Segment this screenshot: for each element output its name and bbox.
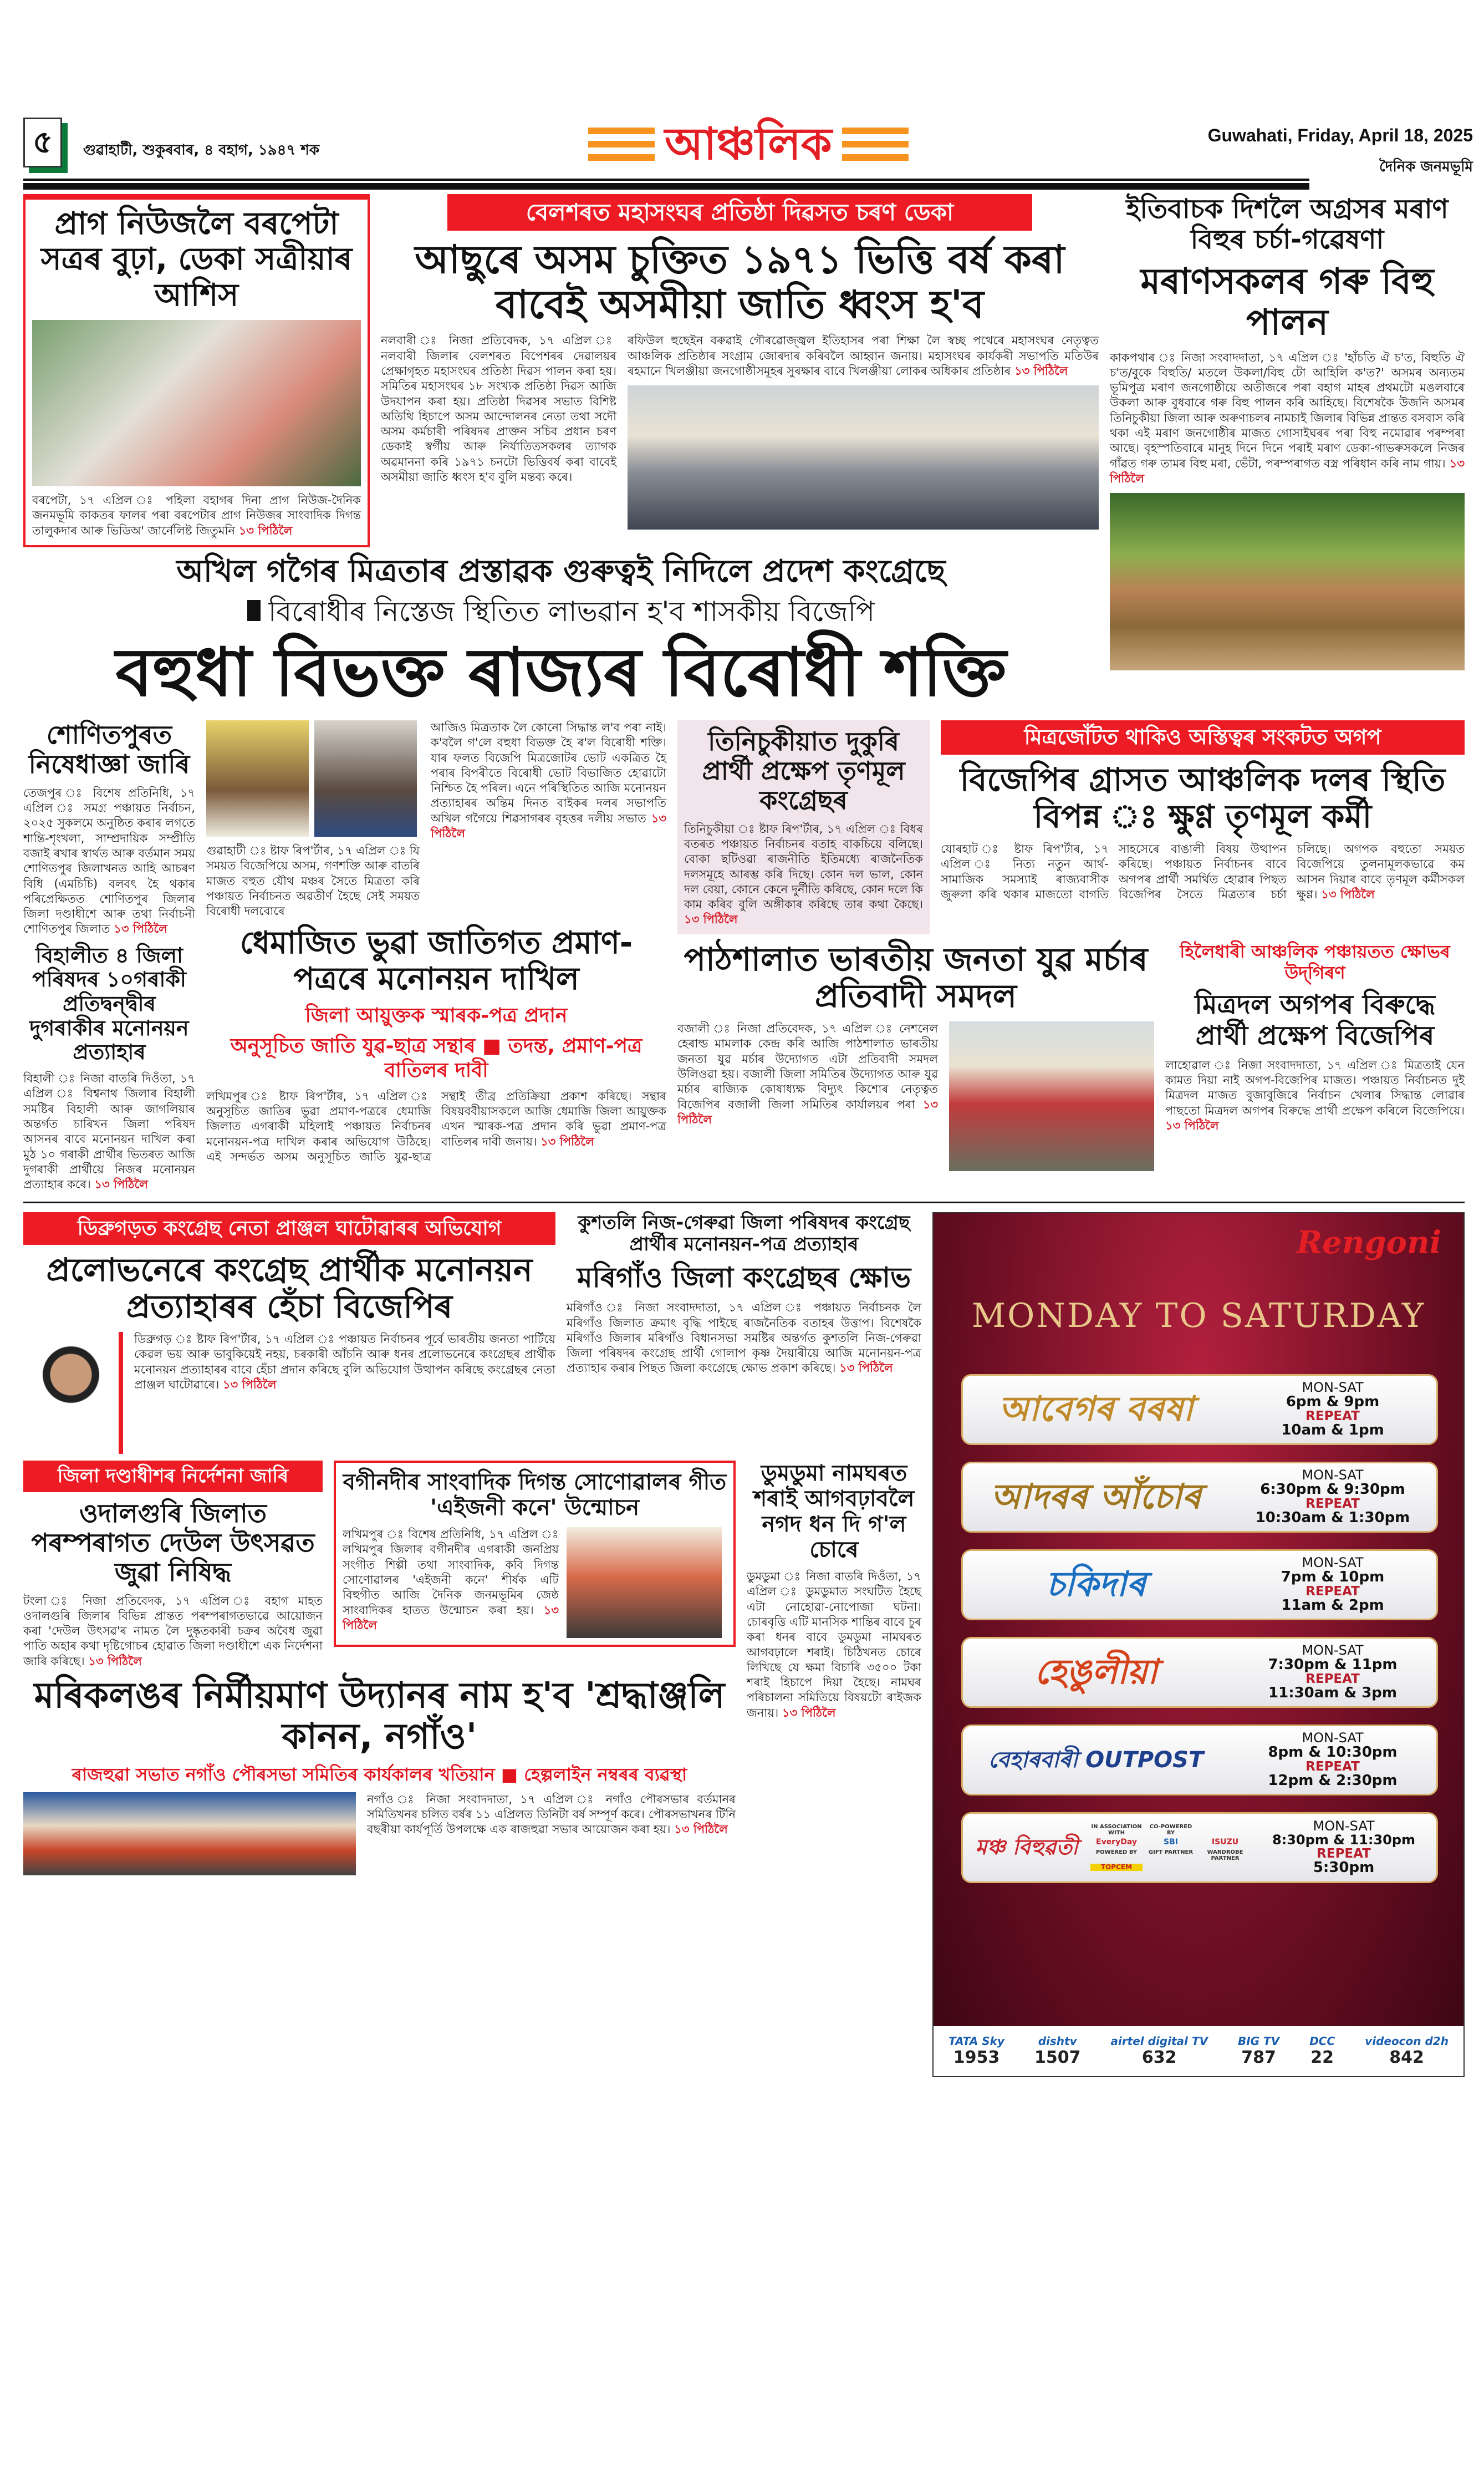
show-row — [961, 1549, 1438, 1620]
headline-udalguri: ওদালগুৰি জিলাত পৰম্পৰাগত দেউল উৎসৱত জুৱা নিষিদ্ধ — [31, 1498, 315, 1587]
dth-brand: airtel digital TV — [1110, 2034, 1208, 2048]
body-morigaon: মৰিগাঁও ঃ নিজা সংবাদদাতা, ১৭ এপ্ৰিল ঃ পঞ্চায়ত নিৰ্বাচনক লৈ মৰিগাঁও জিলাত ক্ৰমাৎ বৃদ্ধি পাইছে ৰাজনৈতিক বতাহৰ উত্তাপ। বিশেষকৈ মৰিগাঁও জিলাৰ মৰিগাঁও বিধানসভা সমষ্টিৰ অন্তৰ্গত কুশতলি নিজ-গেৰুৱা জিলা পৰিষদৰ কংগ্ৰেছ প্ৰাৰ্থী গোলাপ কৃষ্ণ দৈয়াৰীয়ে আজি মনোনয়ন-পত্ৰ প্ৰত্যাহাৰ কৰাৰ পিছত জিলা কংগ্ৰেছে ক্ষোভ প্ৰকাশ কৰিছে। ১৩ পিঠিলৈ — [567, 1301, 921, 1375]
show-days: MON-SAT — [1302, 1642, 1364, 1658]
show-days: MON-SAT — [1313, 1818, 1375, 1834]
show-time: 6pm & 9pm — [1286, 1393, 1380, 1410]
powered-label: POWERED BY — [1095, 1849, 1138, 1855]
story-morigaon — [567, 1212, 921, 1376]
story-boginadi — [334, 1461, 736, 1647]
show-row — [961, 1374, 1438, 1445]
repeat-label: REPEAT — [1305, 1497, 1360, 1512]
story-prag-news — [23, 194, 370, 547]
masthead-logo: আঞ্চলিক — [665, 118, 832, 170]
banner-udalguri: জিলা দণ্ডাধীশৰ নিৰ্দেশনা জাৰি — [23, 1461, 323, 1492]
repeat-time: 5:30pm — [1313, 1859, 1375, 1876]
body-assam-accord-1: নলবাৰী ঃ নিজা প্ৰতিবেদক, ১৭ এপ্ৰিল ঃ নলবাৰী জিলাৰ বেলশৰত বিপেশৰৰ দেৱালয়ৰ প্ৰেক্ষাগৃহত মহাসংঘৰ প্ৰতিষ্ঠা দিৱস পালন কৰা হয়। সমিতিৰ মহাসংঘৰ ১৮ সংখ্যক প্ৰতিষ্ঠা দিৱস আজি উদযাপন কৰা হয়। প্ৰতিষ্ঠা দিৱসৰ সভাত বিশিষ্ট অতিথি হিচাপে অসম আন্দোলনৰ নেতা তথা সদৌ অসম কৰ্মচাৰী পৰিষদৰ প্ৰাক্তন সচিব প্ৰধান চৰণ ডেকাই স্বৰ্গীয় আৰু নিৰ্যাতিতসকলৰ ত্যাগক অৱমাননা কৰি ১৯৭১ চনটো ভিত্তিবৰ্ষ কৰা বাবেই অসমীয়া জাতি ধ্বংস হ'ব বুলি মন্তব্য কৰে। — [381, 334, 616, 484]
show-row — [961, 1637, 1438, 1708]
dth-channel: 1507 — [1034, 2048, 1081, 2068]
show-days: MON-SAT — [1302, 1730, 1364, 1746]
date-english: Guwahati, Friday, April 18, 2025 — [1207, 125, 1473, 145]
headline: বিহালীত ৪ জিলা পৰিষদৰ ১০গৰাকী প্ৰতিদ্বন্দ্বীৰ দুগৰাকীৰ মনোনয়ন প্ৰত্যাহাৰ — [29, 943, 189, 1065]
dth-provider — [1309, 2034, 1335, 2067]
headline: তিনিচুকীয়াত দুকুৰি প্ৰাৰ্থী প্ৰক্ষেপ তৃণমূল কংগ্ৰেছৰ — [702, 726, 905, 815]
photo-bjym-rally — [949, 1021, 1154, 1171]
show-title: আবেগৰ বৰষা — [998, 1388, 1194, 1430]
headline: শোণিতপুৰত নিষেধাজ্ঞা জাৰি — [28, 719, 190, 779]
body: বৰপেটা, ১৭ এপ্ৰিল ঃ পহিলা বহাগৰ দিনা প্ৰাগ নিউজ-দৈনিক জনমভূমি কাকতৰ ফালৰ পৰা বৰপেটাৰ প্ৰাগ নিউজৰ সাংবাদিক দিগন্ত তালুকদাৰ আৰু ভিডিঅ' জাৰ্নেলিষ্ট জিতুমনি ১৩ পিঠিলৈ — [32, 494, 361, 537]
headline: মিত্ৰদল অগপৰ বিৰুদ্ধে প্ৰাৰ্থী প্ৰক্ষেপ বিজেপিৰ — [1195, 989, 1435, 1051]
dth-brand: videocon d2h — [1365, 2034, 1449, 2048]
repeat-time: 10am & 1pm — [1281, 1422, 1384, 1439]
show-title: বেহাৰবাৰী OUTPOST — [988, 1747, 1204, 1773]
everyday-logo: EveryDay — [1096, 1838, 1137, 1847]
headline-pathshala: পাঠশালাত ভাৰতীয় জনতা যুৱ মৰ্চাৰ প্ৰতিবাদী সমদল — [684, 940, 1148, 1015]
page-number: ৫ — [23, 118, 62, 167]
continued-label: ১৩ পিঠিলৈ — [1014, 364, 1068, 378]
date-assamese: গুৱাহাটী, শুকুৰবাৰ, ৪ বহাগ, ১৯৪৭ শক — [83, 142, 320, 159]
photo-satra-blessing — [32, 320, 361, 486]
banner-belshar: বেলশৰত মহাসংঘৰ প্ৰতিষ্ঠা দিৱসত চৰণ ডেকা — [447, 194, 1032, 231]
body-assam-accord-2: ৰফিউল হুছেইন বৰুৱাই গৌৰৱোজ্জ্বল ইতিহাসৰ পৰা শিক্ষা লৈ স্বচ্ছ পথেৰে মহাসংঘৰ নেতৃত্বত আঞ্চলিক প্ৰতিষ্ঠাৰ সংগ্ৰাম জোৰদাৰ কৰিবলৈ আহ্বান জনায়। মহাসংঘৰ কাৰ্যকৰী সভাপতি মতিউৰ ৰহমানে খিলঞ্জীয়া জনগোষ্ঠীসমূহৰ সুৰক্ষাৰ বাবে খিলঞ্জীয়া লোকৰ অধিকাৰ প্ৰতিষ্ঠাৰ ১৩ পিঠিলৈ — [628, 334, 1099, 378]
banner-agp: মিত্ৰজোঁটত থাকিও অস্তিত্বৰ সংকটত অগপ — [941, 720, 1465, 755]
gift-label: GIFT PARTNER — [1148, 1849, 1194, 1855]
dth-channel: 1953 — [953, 2048, 1000, 2068]
show-days: MON-SAT — [1302, 1554, 1364, 1570]
body: লাহোৱাল ঃ নিজা সংবাদদাতা, ১৭ এপ্ৰিল ঃ মিত্ৰতাই যেন কামত দিয়া নাই অগপ-বিজেপিৰ মাজত। পঞ্চায়ত নিৰ্বাচনত দুই মিত্ৰদল মাজত বুজাবুজিৰে নিৰ্বাচন খেলাৰ সিদ্ধান্ত লোৱাৰ পাছতো মিত্ৰদল অগপৰ বিৰুদ্ধে প্ৰাৰ্থী প্ৰক্ষেপ কৰিলে বিজেপিয়ে। ১৩ পিঠিলৈ — [1165, 1058, 1465, 1133]
repeat-time: 12pm & 2:30pm — [1268, 1772, 1398, 1789]
dth-provider — [948, 2034, 1004, 2067]
lead-subhead: বিৰোধীৰ নিস্তেজ স্থিতিত লাভৱান হ'ব শাসকীয় বিজেপি — [23, 596, 1099, 628]
photo-pranjal-ghatowar — [23, 1332, 123, 1454]
headline-dhemaji: ধেমাজিত ভুৱা জাতিগত প্ৰমাণ- পত্ৰৰে মনোনয়ন দাখিল — [239, 925, 633, 997]
headline-agp: বিজেপিৰ গ্ৰাসত আঞ্চলিক দলৰ স্থিতি বিপন্ন ঃ ক্ষুণ্ণ তৃণমূল কৰ্মী — [960, 760, 1446, 836]
show-time: 8:30pm & 11:30pm — [1272, 1832, 1416, 1848]
masthead — [565, 111, 931, 177]
dth-channel-bar — [934, 2026, 1463, 2076]
headline-morikolong: মৰিকলঙৰ নিৰ্মীয়মাণ উদ্যানৰ নাম হ'ব 'শ্ৰদ্ধাঞ্জলি কানন, নগাঁও' — [34, 1675, 725, 1757]
show-title: মঞ্চ বিহুৱতী — [975, 1834, 1078, 1859]
show-time: 7pm & 10pm — [1281, 1568, 1385, 1585]
paper-name: দৈনিক জনমভূমি — [1379, 159, 1473, 175]
headline-moran-bihu: ইতিবাচক দিশলৈ অগ্ৰসৰ মৰাণ বিহুৰ চৰ্চা-গৱেষণা — [1126, 194, 1449, 256]
wardrobe-label: WARDROBE PARTNER — [1207, 1849, 1243, 1861]
story-udalguri — [23, 1461, 323, 1669]
banner-dibrugarh: ডিব্ৰুগড়ত কংগ্ৰেছ নেতা প্ৰাঞ্জল ঘাটোৱাৰৰ অভিযোগ — [23, 1212, 555, 1245]
show-title: আদৰৰ আঁচোৰ — [991, 1476, 1201, 1517]
repeat-label: REPEAT — [1305, 1672, 1360, 1687]
photo-song-launch — [567, 1527, 722, 1638]
body-morikolong: নগাঁও ঃ নিজা সংবাদদাতা, ১৭ এপ্ৰিল ঃ নগাঁও পৌৰসভাৰ বৰ্তমানৰ সমিতিখনৰ চলিত বৰ্ষৰ ১১ এপ্ৰিলত তিনিটা বৰ্ষ সম্পূৰ্ণ কৰে। পৌৰসভাখনৰ টিনি বছৰীয়া কাৰ্যপূৰ্তি উপলক্ষে এক ৰাজহুৱা সভাৰ আয়োজন কৰা হয়। ১৩ পিঠিলৈ — [367, 1792, 736, 1837]
masthead-stripes-right — [842, 128, 909, 161]
story-tinsukia — [677, 720, 930, 934]
dth-channel: 22 — [1310, 2048, 1334, 2068]
subhead-morikolong: ৰাজহুৱা সভাত নগাঁও পৌৰসভা সমিতিৰ কাৰ্যকালৰ খতিয়ান ■ হেল্পলাইন নম্বৰৰ ব্যৱস্থা — [72, 1764, 687, 1786]
show-time: 8pm & 10:30pm — [1268, 1743, 1398, 1761]
photo-belshar-meeting — [628, 385, 1099, 530]
headline: ডুমডুমা নামঘৰত শৰাই আগবঢ়াবলৈ নগদ ধন দি গ'ল চোৰে — [753, 1461, 915, 1563]
headline-moran-cow-bihu: মৰাণসকলৰ গৰু বিহু পালন — [1140, 261, 1434, 343]
body: বিহালী ঃ নিজা বাতৰি দিওঁতা, ১৭ এপ্ৰিল ঃ বিশ্বনাথ জিলাৰ বিহালী সমষ্টিৰ বিহালী আৰু জাগলিয়াৰ অন্তৰ্গত চাৰিখন জিলা পৰিষদ আসনৰ বাবে মনোনয়ন দাখিল কৰা মুঠ ১০ গৰাকী প্ৰাৰ্থীৰ ভিতৰত আজি দুগৰাকী প্ৰাৰ্থীয়ে নিজৰ মনোনয়ন প্ৰত্যাহাৰ কৰে। ১৩ পিঠিলৈ — [23, 1072, 195, 1192]
rengoni-ad[interactable] — [932, 1212, 1465, 2077]
repeat-label: REPEAT — [1305, 1409, 1360, 1424]
dth-brand: TATA Sky — [948, 2034, 1004, 2048]
repeat-time: 11am & 2pm — [1281, 1597, 1384, 1614]
photo-leader-2 — [314, 720, 417, 837]
bullet-square — [247, 600, 261, 621]
story-bihali — [23, 944, 195, 1193]
show-time: 6:30pm & 9:30pm — [1260, 1481, 1405, 1498]
repeat-label: REPEAT — [1305, 1584, 1360, 1599]
section-bottom — [23, 1212, 1465, 2077]
show-row — [961, 1462, 1438, 1533]
headline: বগীনদীৰ সাংবাদিক দিগন্ত সোণোৱালৰ গীত 'এইজনী কনে' উন্মোচন — [343, 1469, 727, 1521]
show-days: MON-SAT — [1302, 1379, 1364, 1395]
body-moran-bihu: কাকপথাৰ ঃ নিজা সংবাদদাতা, ১৭ এপ্ৰিল ঃ 'হাঁচতি ঐ চ'ত, বিহুতি ঐ চ'ত/বুকে বিহুতি/ মতলে উকলা/বিহু টো আহিলি ক'ত?' অসমৰ অন্যতম ভূমিপুত্ৰ মৰাণ জনগোষ্ঠীয়ে অতীজৰে পৰা বহাগ মাহৰ প্ৰথমটো মঙলবাৰে উকলা আৰু বুধবাৰে গৰু বিহু পালন কৰি আহিছে। বিশেষকৈ উজনি অসমৰ তিনিচুকীয়া জিলা আৰু অৰুণাচলৰ নামচাই জিলাৰ বিভিন্ন প্ৰান্তত বসবাস কৰি থকা এই মৰাণ জনগোষ্ঠীৰ মাজত গোসাইঘৰৰ পৰা বিহু নমোৱাৰ পৰম্পৰা আছে। বৃহস্পতিবাৰে মানুহ দিনে দিনে পৰাই মৰাণ ডেকা-গাভৰুসকলে নিজৰ গাঁৱত গৰু তামৰ বিহু মৰা, ভেঁটা, পৰম্পৰাগত বস্ত্ৰ পৰিধান কৰি নাম গায়। ১৩ পিঠিলৈ — [1110, 350, 1465, 485]
story-doomdooma — [747, 1461, 921, 1721]
dth-channel: 787 — [1241, 2048, 1276, 2068]
topcem-logo: TOPCEM — [1090, 1864, 1143, 1871]
photo-leader-1 — [206, 720, 309, 837]
show-days: MON-SAT — [1302, 1467, 1364, 1483]
headline-morigaon: মৰিগাঁও জিলা কংগ্ৰেছৰ ক্ষোভ — [577, 1261, 911, 1294]
header-rule — [23, 179, 1309, 181]
repeat-time: 11:30am & 3pm — [1268, 1685, 1397, 1702]
dth-brand: dishtv — [1038, 2034, 1077, 2048]
body-pathshala: বজালী ঃ নিজা প্ৰতিবেদক, ১৭ এপ্ৰিল ঃ নেশনেল হেৰাল্ড মামলাক কেন্দ্ৰ কৰি আজি পাঠশালাত ভাৰতীয় জনতা যুৱ মৰ্চাৰ উদ্যোগত এটা প্ৰতিবাদী সমদল উলিওৱা হয়। বজালী জিলা সমিতিৰ উদ্যোগত আৰু যুৱ মৰ্চাৰ ৰাজ্যিক কোষাধ্যক্ষ বিদ্যুৎ কিশোৰ নেতৃত্বত বিজেপিৰ বজালী জিলা সমিতিৰ কাৰ্যালয়ৰ পৰা ১৩ পিঠিলৈ — [677, 1022, 938, 1126]
sbi-logo: SBI — [1164, 1838, 1178, 1847]
body: তেজপুৰ ঃ বিশেষ প্ৰতিনিধি, ১৭ এপ্ৰিল ঃ সমগ্ৰ পঞ্চায়ত নিৰ্বাচন, ২০২৫ সুকলমে অনুষ্ঠিত কৰাৰ লগতে শান্তি-শৃংখলা, সাম্প্ৰদায়িক সম্প্ৰীতি বজাই ৰখাৰ স্বাৰ্থত আৰু বৰ্তমান সময় শোণিতপুৰ জিলাখনত আহি আচৰণ বিধি (এমচিচি) বলবৎ হৈ থকাৰ পৰিপ্ৰেক্ষিতত শোণিতপুৰ জিলাৰ জিলা দণ্ডাধীশে আৰু তথা নিৰ্বাচনী শোণিতপুৰ জিলাত ১৩ পিঠিলৈ — [23, 786, 195, 936]
subhead-dhemaji-1: জিলা আয়ুক্তক স্মাৰক-পত্ৰ প্ৰদান — [305, 1004, 568, 1028]
body: ডুমডুমা ঃ নিজা বাতৰি দিওঁতা, ১৭ এপ্ৰিল ঃ ডুমডুমাত সংঘটিত হৈছে এটা নোহোৱা-নোপোজা ঘটনা। চোৰবৃত্তি এটি মানসিক শান্তিৰ বাবে চুৰ কৰা ধনৰ বাবে ডুমডুমা নামঘৰত আগবঢ়ালে শৰাই। চিঠিখনত চোৰে লিখিছে যে ক্ষমা বিচাৰি ৩৫০০ টকা শৰাই হিচাপে দিয়া হৈছে। নামঘৰ পৰিচালনা সমিতিয়ে বিষয়টো ৰাইজক জনায়। ১৩ পিঠিলৈ — [747, 1570, 921, 1720]
dth-channel: 632 — [1141, 2048, 1177, 2068]
masthead-stripes-left — [588, 128, 655, 161]
body-udalguri: টংলা ঃ নিজা প্ৰতিবেদক, ১৭ এপ্ৰিল ঃ বহাগ মাহত ওদালগুৰি জিলাৰ বিভিন্ন প্ৰান্তত পৰম্পৰাগতভাৱে আয়োজন কৰা 'দেউল উৎসৱ'ৰ নামত লৈ দুষ্কৃতকাৰী চক্ৰৰ অবৈধ জুৱা পাতি অহাৰ কথা দৃষ্টিগোচৰ হোৱাত জিলা দণ্ডাধীশে এক নিৰ্দেশনা জাৰি কৰিছে। ১৩ পিঠিলৈ — [23, 1594, 323, 1668]
show-time: 7:30pm & 11pm — [1268, 1656, 1398, 1673]
body-agp: যোৰহাট ঃ ষ্টাফ ৰিপ'ৰ্টাৰ, ১৭ এপ্ৰিল ঃ নিত্য নতুন আৰ্থ-সামাজিক সমস্যাই ৰাজ্যবাসীক জুৰুলা কৰি থকাৰ মাজতো বাগতি সাহসেৰে বাঙালী বিষয় উত্থাপন কৰিছে। পঞ্চায়ত নিৰ্বাচনৰ বাবে অগপৰ প্ৰাৰ্থী সমৰ্থিত হোৱাৰ পিছত বিজেপিৰ সৈতে মিত্ৰতাৰ চৰ্চা চলিছে। অগপক বহুতো সময়ত বিজেপিয়ে তুলনামূলকভাৱে কম আসন দিয়াৰ বাবে তৃণমূল কৰ্মীসকল ক্ষুণ্ণ। ১৩ পিঠিলৈ — [941, 842, 1465, 901]
story-hiloidhari — [1165, 941, 1465, 1134]
photo-cattle-bihu — [1110, 493, 1465, 670]
isuzu-logo: ISUZU — [1211, 1838, 1239, 1847]
repeat-time: 10:30am & 1:30pm — [1255, 1509, 1410, 1527]
rengoni-logo: Rengoni — [1296, 1224, 1441, 1261]
dth-provider — [1238, 2034, 1279, 2067]
headline-assam-accord: আছুৰে অসম চুক্তিত ১৯৭১ ভিত্তি বৰ্ষ কৰা বাবেই অসমীয়া জাতি ধ্বংস হ'ব — [415, 237, 1065, 327]
headline: প্ৰাগ নিউজলৈ বৰপেটা সত্ৰৰ বুঢ়া, ডেকা সত্ৰীয়াৰ আশিস — [40, 206, 353, 313]
ad-sponsors — [1090, 1824, 1251, 1871]
headline-dibrugarh: প্ৰলোভনেৰে কংগ্ৰেছ প্ৰাৰ্থীক মনোনয়ন প্ৰত্যাহাৰৰ হেঁচা বিজেপিৰ — [46, 1250, 533, 1326]
dth-brand: DCC — [1309, 2034, 1335, 2048]
subhead-dhemaji-2: অনুসূচিত জাতি যুৱ-ছাত্ৰ সন্থাৰ ■ তদন্ত, প্ৰমাণ-পত্ৰ বাতিলৰ দাবী — [230, 1035, 642, 1082]
dth-provider — [1034, 2034, 1081, 2067]
kicker: হিলৈধাৰী আঞ্চলিক পঞ্চায়তত ক্ষোভৰ উদ্‌গিৰণ — [1180, 940, 1450, 984]
repeat-label: REPEAT — [1317, 1846, 1371, 1861]
assoc-label: IN ASSOCIATION WITH — [1091, 1824, 1142, 1837]
body-dhemaji: লখিমপুৰ ঃ ষ্টাফ ৰিপ'ৰ্টাৰ, ১৭ এপ্ৰিল ঃ অনুসূচিত জাতিৰ ভুৱা প্ৰমাণ-পত্ৰৰে ধেমাজি জিলাত এগৰাকী মহিলাই পঞ্চায়ত নিৰ্বাচনৰ মনোনয়ন-পত্ৰ দাখিল কৰাৰ অভিযোগ উঠিছে। এই সন্দৰ্ভত অসম অনুসূচিত জাতি যুৱ-ছাত্ৰ সন্থাই তীব্ৰ প্ৰতিক্ৰিয়া প্ৰকাশ কৰিছে। সন্থাৰ বিষয়ববীয়াসকলে আজি ধেমাজি জিলা আয়ুক্তক এখন স্মাৰক-পত্ৰ প্ৰদান কৰি ভুৱা প্ৰমাণ-পত্ৰ বাতিলৰ দাবী জনায়। ১৩ পিঠিলৈ — [206, 1089, 666, 1163]
co-powered-label: CO-POWERED BY — [1149, 1824, 1192, 1837]
show-row — [961, 1725, 1438, 1795]
section-top — [23, 194, 1465, 711]
kicker-morigaon: কুশতলি নিজ-গেৰুৱা জিলা পৰিষদৰ কংগ্ৰেছ প্ৰাৰ্থীৰ মনোনয়ন-পত্ৰ প্ৰত্যাহাৰ — [578, 1211, 910, 1255]
dth-brand: BIG TV — [1237, 2034, 1280, 2048]
story-pathshala — [677, 941, 1154, 1171]
body: তিনিচুকীয়া ঃ ষ্টাফ ৰিপ'ৰ্টাৰ, ১৭ এপ্ৰিল ঃ বিধৰ বতৰত পঞ্চায়ত নিৰ্বাচনৰ বতাহ বাকচিয়ে বলিছে। বোকা ছটিওৱা ৰাজনীতি ইতিমধ্যে ৰাজনৈতিক দলসমূহে আৰম্ভ কৰি দিছে। কোন দল ভাল, কোন দল বেয়া, কোনে কেনে দুৰ্নীতি কৰিছে, কোন দলে কি কাম কৰিব বুলি অঙ্গীকাৰ কৰিছে তাৰ কথা কৈছে। ১৩ পিঠিলৈ — [684, 822, 923, 927]
lead-headline: বহুধা বিভক্ত ৰাজ্যৰ বিৰোধী শক্তি — [115, 634, 1007, 711]
lead-kicker: অখিল গগৈৰ মিত্ৰতাৰ প্ৰস্তাৱক গুৰুত্বই নিদিলে প্ৰদেশ কংগ্ৰেছে — [176, 553, 946, 590]
dth-provider — [1110, 2034, 1208, 2067]
header-rule-thick — [23, 183, 1309, 190]
lead-body-2: আজিও মিত্ৰতাক লৈ কোনো সিদ্ধান্ত ল'ব পৰা নাই। ক'বলৈ গ'লে বহুধা বিভক্ত হৈ ৰ'ল বিৰোধী শক্তি। যাৰ ফলত বিজেপি মিত্ৰজোটৰ ভোট একত্ৰিত হৈ পৰাৰ বিপৰীতে বিৰোধী ভোট বিভাজিত হোৱাটো নিশ্চিত হৈ পৰিল। এনে পৰিস্থিতিত আজি মনোনয়ন প্ৰত্যাহাৰৰ অন্তিম দিনত বাইকৰ দলৰ সভাপতি অখিল গগৈয়ে শিৱসাগৰৰ বৃহত্তৰ দলীয় সভাত ১৩ পিঠিলৈ — [431, 720, 666, 841]
body-dibrugarh: ডিব্ৰুগড় ঃ ষ্টাফ ৰিপ'ৰ্টাৰ, ১৭ এপ্ৰিল ঃ পঞ্চায়ত নিৰ্বাচনৰ পূৰ্বে ভাৰতীয় জনতা পাৰ্টিয়ে কেৱল ভয় আৰু ভাবুকিয়েই নহয়, চৰকাৰী আঁচনি আৰু ধনৰ প্ৰলোভনেৰে কংগ্ৰেছৰ প্ৰাৰ্থীক মনোনয়ন প্ৰত্যাহাৰৰ বাবে হেঁচা প্ৰদান কৰিছে বুলি অভিযোগ উত্থাপন কৰিছে কংগ্ৰেছৰ নেতা প্ৰাঞ্জল ঘাটোৱাৰে। ১৩ পিঠিলৈ — [134, 1332, 555, 1391]
ad-headline: MONDAY TO SATURDAY — [971, 1296, 1426, 1335]
section-middle — [23, 720, 1465, 1193]
dth-provider — [1365, 2034, 1449, 2067]
photo-nagaon-meeting — [23, 1792, 356, 1875]
show-row — [961, 1812, 1438, 1883]
repeat-label: REPEAT — [1305, 1759, 1360, 1774]
story-dibrugarh — [23, 1212, 555, 1454]
show-title: চকিদাৰ — [1046, 1564, 1146, 1605]
dth-channel: 842 — [1389, 2048, 1424, 2068]
lead-body-1: গুৱাহাটী ঃ ষ্টাফ ৰিপ'ৰ্টাৰ, ১৭ এপ্ৰিল ঃ যি সময়ত বিজেপিয়ে অসম, গণশক্তি আৰু বাতৰি মাজত বহুত যৌথ মঞ্চৰ সৈতে মিত্ৰতা কৰি পঞ্চায়ত নিৰ্বাচনত অৱতীৰ্ণ হৈছে সেই সময়ত বিৰোধী দলবোৰে — [206, 843, 420, 918]
body: লখিমপুৰ ঃ বিশেষ প্ৰতিনিধি, ১৭ এপ্ৰিল ঃ লখিমপুৰ জিলাৰ বগীনদীৰ এগৰাকী জনপ্ৰিয় সংগীত শিল্পী তথা সাংবাদিক, কবি দিগন্ত সোণোৱালৰ 'এইজনী কনে' শীৰ্ষক এটি বিহুগীত আজি দৈনিক জনমভূমিৰ জেষ্ঠ সাংবাদিকৰ হাতত উন্মোচন কৰা হয়। ১৩ পিঠিলৈ — [343, 1528, 559, 1632]
story-moran-bihu — [1110, 194, 1465, 670]
divider — [23, 1202, 1465, 1203]
show-title: হেঙুলীয়া — [1034, 1651, 1157, 1692]
story-sonitpur — [23, 720, 195, 937]
